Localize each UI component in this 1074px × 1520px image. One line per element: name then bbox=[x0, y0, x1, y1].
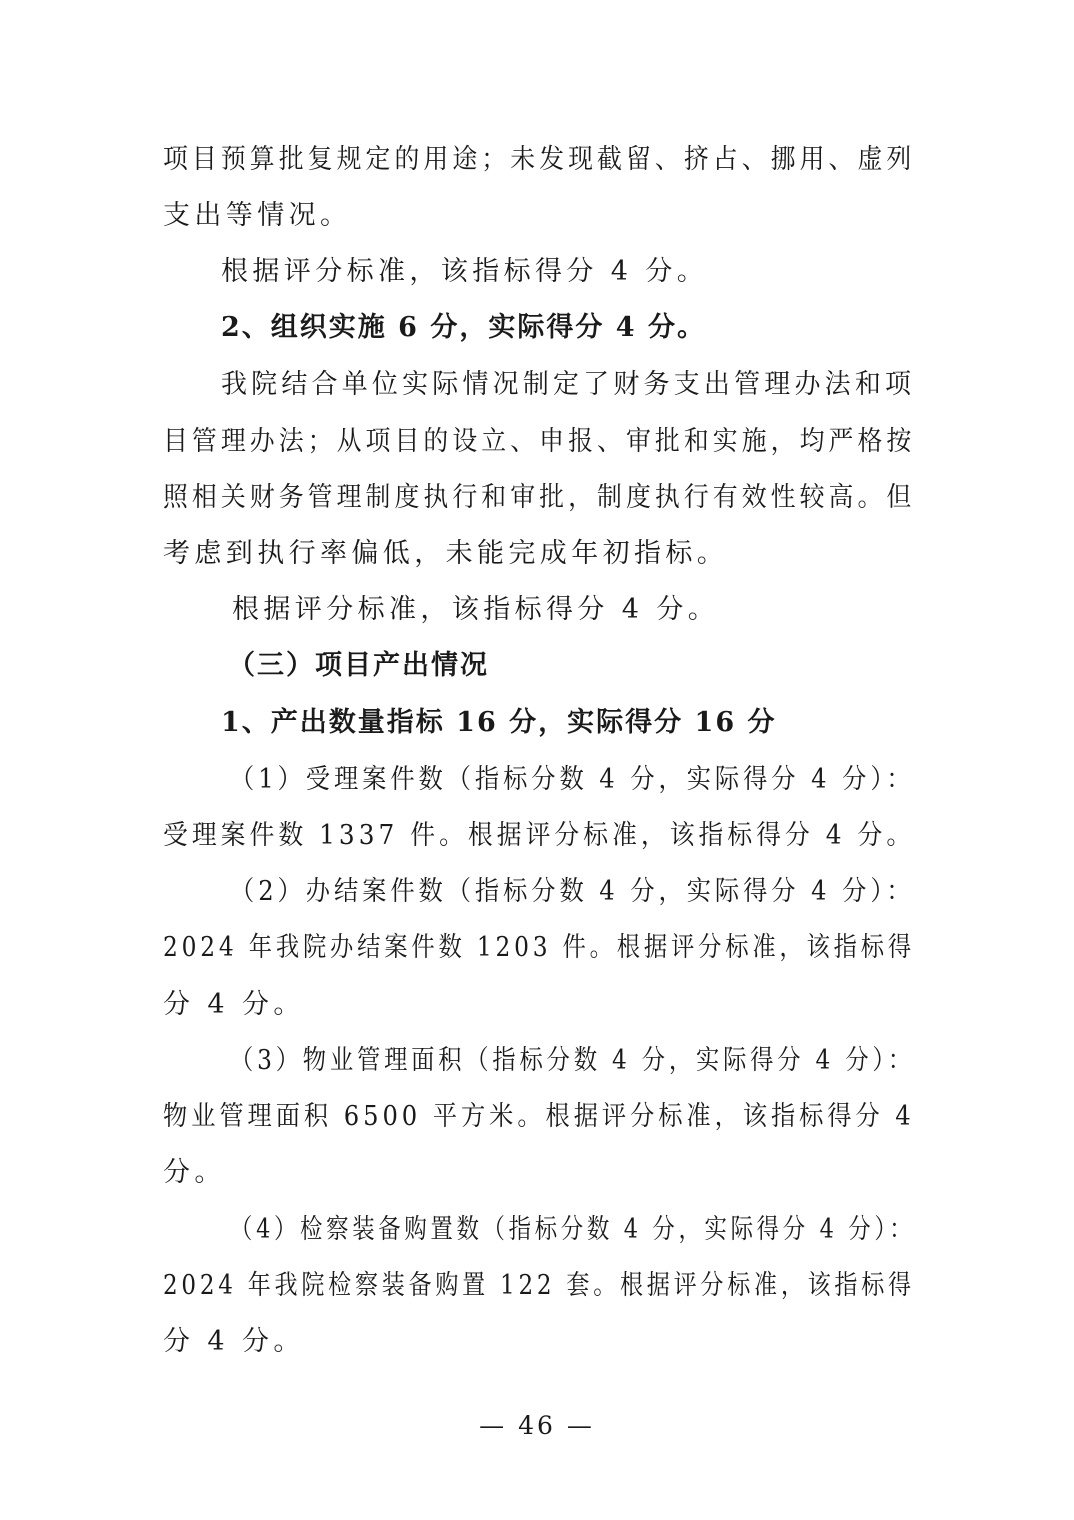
paragraph-line: 考虑到执行率偏低，未能完成年初指标。 bbox=[163, 538, 729, 569]
paragraph-line: 根据评分标准，该指标得分 4 分。 bbox=[232, 594, 720, 625]
section-heading: （三）项目产出情况 bbox=[228, 650, 489, 681]
paragraph-line: 受理案件数 1337 件。根据评分标准，该指标得分 4 分。 bbox=[163, 820, 916, 851]
paragraph-line: （3）物业管理面积（指标分数 4 分，实际得分 4 分）： bbox=[230, 1045, 915, 1076]
page-number: — 46 — bbox=[479, 1411, 595, 1440]
paragraph-line: （1）受理案件数（指标分数 4 分，实际得分 4 分）： bbox=[230, 764, 915, 795]
paragraph-line: 我院结合单位实际情况制定了财务支出管理办法和项 bbox=[221, 369, 916, 400]
paragraph-line: （4）检察装备购置数（指标分数 4 分，实际得分 4 分）： bbox=[230, 1214, 916, 1245]
section-heading: 1、产出数量指标 16 分，实际得分 16 分 bbox=[221, 707, 777, 738]
paragraph-line: 项目预算批复规定的用途；未发现截留、挤占、挪用、虚列 bbox=[163, 144, 916, 175]
paragraph-line: 根据评分标准，该指标得分 4 分。 bbox=[221, 256, 709, 287]
paragraph-line: 目管理办法；从项目的设立、申报、审批和实施，均严格按 bbox=[163, 426, 916, 457]
paragraph-line: 分。 bbox=[163, 1157, 226, 1188]
paragraph-line: 2024 年我院检察装备购置 122 套。根据评分标准，该指标得 bbox=[163, 1270, 915, 1301]
paragraph-line: 分 4 分。 bbox=[163, 1326, 305, 1357]
paragraph-line: 支出等情况。 bbox=[163, 200, 352, 231]
paragraph-line: 分 4 分。 bbox=[163, 989, 305, 1020]
paragraph-line: 照相关财务管理制度执行和审批，制度执行有效性较高。但 bbox=[163, 482, 916, 513]
paragraph-line: 2024 年我院办结案件数 1203 件。根据评分标准，该指标得 bbox=[163, 932, 915, 963]
section-heading: 2、组织实施 6 分，实际得分 4 分。 bbox=[221, 312, 706, 343]
paragraph-line: 物业管理面积 6500 平方米。根据评分标准，该指标得分 4 bbox=[163, 1101, 915, 1132]
paragraph-line: （2）办结案件数（指标分数 4 分，实际得分 4 分）： bbox=[230, 876, 915, 907]
